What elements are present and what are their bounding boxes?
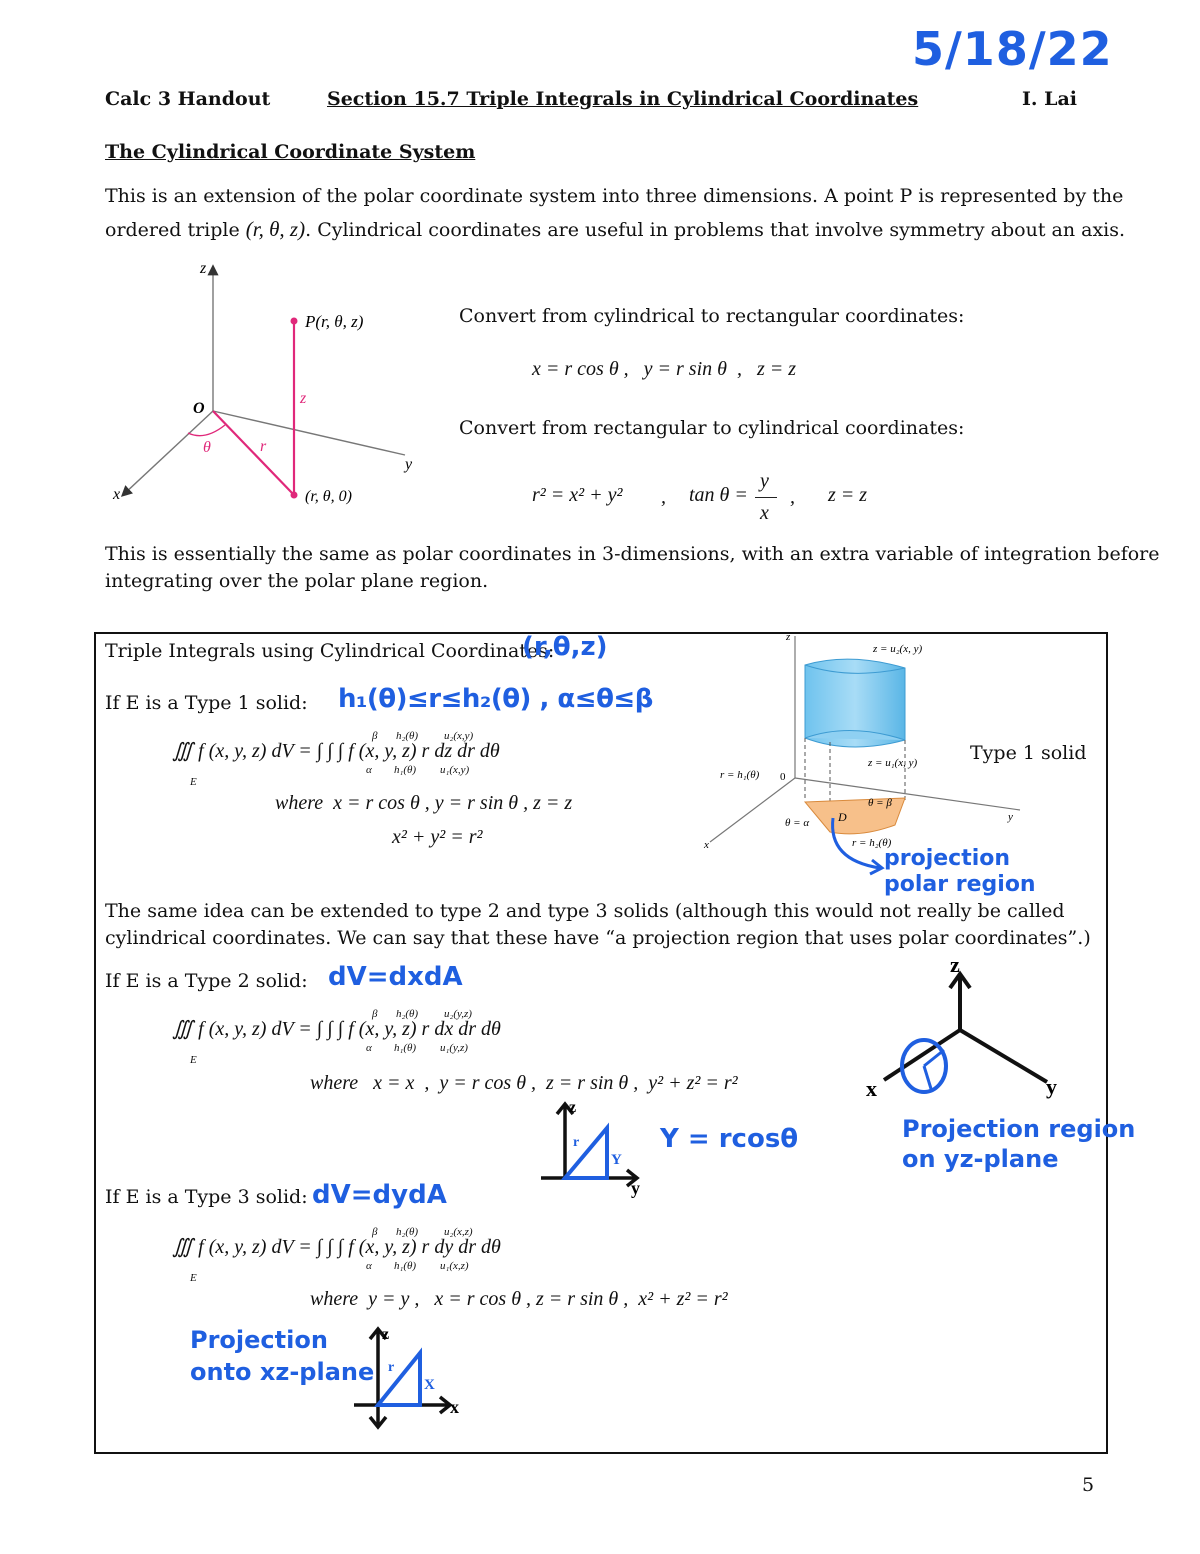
point-foot — [291, 492, 298, 499]
y-axis-label: y — [405, 456, 413, 473]
type1-region-E: E — [190, 776, 197, 788]
theta-arc — [188, 425, 225, 436]
z-equals-z: z = z — [828, 484, 868, 506]
type3-where: where y = y , x = r cos θ , z = r sin θ , x² + z² = r² — [310, 1288, 728, 1310]
type2-label: If E is a Type 2 solid: — [105, 970, 308, 992]
essential-line-1: This is essentially the same as polar coordinates in 3-dimensions, with an extra variable of integration before — [105, 543, 1160, 565]
type2-triangle-sketch — [535, 1100, 655, 1200]
type2-y-label: y — [631, 1178, 640, 1198]
type1-where: where x = r cos θ , y = r sin θ , z = z — [275, 792, 573, 814]
tan-numerator: y — [760, 470, 769, 492]
type2-triangle — [565, 1128, 607, 1178]
type3-r-label: r — [388, 1360, 395, 1375]
intro-line-2 — [105, 216, 1125, 244]
type3-h1: h₁(θ) — [394, 1260, 417, 1272]
handwritten-type1-bounds: h₁(θ)≤r≤h₂(θ) , α≤θ≤β — [338, 684, 653, 714]
z-segment-label: z — [300, 390, 307, 407]
type1-lower: u₁(x,y) — [440, 764, 470, 776]
theta-label: θ — [203, 439, 211, 456]
fig2-u1-label: z = u₁(x, y) — [868, 757, 918, 769]
fig2-beta-label: θ = β — [868, 797, 892, 809]
yz-z-label: z — [950, 952, 960, 977]
r-label: r — [260, 438, 267, 455]
type3-integral: ∭ f (x, y, z) dV = ∫ ∫ ∫ f (x, y, z) r dy dr dθ — [172, 1236, 501, 1258]
type3-X-label: X — [424, 1377, 435, 1393]
comma-2: , — [790, 486, 795, 508]
yz-y-label: y — [1046, 1074, 1057, 1099]
page-number: 5 — [1082, 1474, 1095, 1496]
handwritten-type3-dV: dV=dydA — [312, 1180, 447, 1210]
type2-alpha: α — [366, 1042, 372, 1054]
box-title: Triple Integrals using Cylindrical Coordinates: — [105, 640, 555, 662]
foot-label: (r, θ, 0) — [305, 488, 352, 505]
type2-integral: ∭ f (x, y, z) dV = ∫ ∫ ∫ f (x, y, z) r dx dr dθ — [172, 1018, 501, 1040]
intro-line-1: This is an extension of the polar coordinate system into three dimensions. A point P is represented by the — [105, 185, 1124, 207]
type2-region-E: E — [190, 1054, 197, 1066]
type3-lower: u₁(x,z) — [440, 1260, 469, 1272]
type1-solid-figure — [700, 630, 1030, 855]
type3-z-label: z — [382, 1326, 390, 1343]
tan-lhs: tan θ = — [689, 484, 748, 506]
type1-h1: h₁(θ) — [394, 764, 417, 776]
fig2-D-label: D — [838, 810, 847, 824]
type2-Y-label: Y — [611, 1152, 622, 1168]
type3-beta: β — [372, 1226, 378, 1238]
type3-h2: h₂(θ) — [396, 1226, 419, 1238]
type1-caption: Type 1 solid — [970, 742, 1087, 764]
type3-triangle — [378, 1353, 420, 1405]
handwritten-projection-yz: Projection region on yz-plane — [902, 1115, 1136, 1173]
type3-label: If E is a Type 3 solid: — [105, 1186, 308, 1208]
type3-x-label: x — [450, 1397, 459, 1417]
handwritten-y-eq-rcos: Y = rcosθ — [660, 1124, 799, 1154]
type2-beta: β — [372, 1008, 378, 1020]
r-squared-formula: r² = x² + y² — [532, 484, 623, 506]
header-section: Section 15.7 Triple Integrals in Cylindrical Coordinates — [327, 88, 919, 110]
cyl-to-rect-title: Convert from cylindrical to rectangular coordinates: — [459, 305, 965, 327]
fig2-u2-label: z = u₂(x, y) — [873, 643, 923, 655]
point-p-label: P(r, θ, z) — [305, 312, 364, 331]
type1-h2: h₂(θ) — [396, 730, 419, 742]
type2-r-label: r — [573, 1135, 580, 1150]
type1-upper: u₂(x,y) — [444, 730, 474, 742]
type2-z-label: z — [569, 1099, 577, 1116]
same-idea-line-2: cylindrical coordinates. We can say that these have “a projection region that uses polar coordinates”.) — [105, 927, 1091, 949]
type1-integral: ∭ f (x, y, z) dV = ∫ ∫ ∫ f (x, y, z) r dz dr dθ — [172, 740, 500, 762]
type1-beta: β — [372, 730, 378, 742]
header-author: I. Lai — [1022, 88, 1078, 110]
handwritten-projection-polar: projection polar region — [884, 846, 1036, 897]
type2-h1: h₁(θ) — [394, 1042, 417, 1054]
z-axis-label: z — [200, 260, 207, 277]
type2-lower: u₁(y,z) — [440, 1042, 468, 1054]
same-idea-line-1: The same idea can be extended to type 2 and type 3 solids (although this would not really be called — [105, 900, 1065, 922]
type1-where-2: x² + y² = r² — [392, 826, 483, 848]
cylindrical-point-figure — [105, 255, 413, 515]
header-course: Calc 3 Handout — [105, 88, 271, 110]
ordered-triple: (r, θ, z) — [245, 217, 306, 241]
type2-upper: u₂(y,z) — [444, 1008, 472, 1020]
type3-triangle-sketch — [350, 1325, 475, 1430]
handwritten-projection-xz: Projection onto xz-plane — [190, 1326, 375, 1386]
yz-projection-sketch — [862, 950, 1082, 1100]
fig2-z-label: z — [786, 631, 791, 643]
handwritten-type2-dV: dV=dxdA — [328, 962, 463, 992]
tan-denominator: x — [760, 502, 769, 524]
type2-where: where x = x , y = r cos θ , z = r sin θ , y² + z² = r² — [310, 1072, 738, 1094]
type3-upper: u₂(x,z) — [444, 1226, 473, 1238]
r-segment — [213, 411, 294, 495]
type3-alpha: α — [366, 1260, 372, 1272]
cyl-to-rect-formula: x = r cos θ , y = r sin θ , z = z — [532, 358, 797, 380]
fig2-y-label: y — [1008, 811, 1013, 823]
point-p — [291, 318, 298, 325]
comma-1: , — [661, 486, 666, 508]
x-axis — [123, 411, 213, 495]
intro-text-a: ordered triple — [105, 219, 246, 241]
fig2-h1-label: r = h₁(θ) — [720, 769, 760, 781]
tan-fraction-bar — [755, 497, 777, 498]
type1-alpha: α — [366, 764, 372, 776]
fig2-x-axis — [710, 778, 795, 842]
x-axis-label: x — [113, 486, 121, 503]
type3-region-E: E — [190, 1272, 197, 1284]
handwritten-ordered-triple: (r,θ,z) — [522, 632, 608, 662]
fig2-origin-label: 0 — [780, 771, 786, 783]
type2-h2: h₂(θ) — [396, 1008, 419, 1020]
yz-x-label: x — [866, 1076, 877, 1101]
section-title: The Cylindrical Coordinate System — [105, 141, 476, 163]
y-axis — [213, 411, 405, 455]
rect-to-cyl-title: Convert from rectangular to cylindrical coordinates: — [459, 417, 965, 439]
origin-label: O — [193, 400, 205, 417]
fig2-h2-label: r = h₂(θ) — [852, 837, 892, 849]
type1-label: If E is a Type 1 solid: — [105, 692, 308, 714]
handwritten-date: 5/18/22 — [912, 22, 1113, 76]
essential-line-2: integrating over the polar plane region. — [105, 570, 489, 592]
fig2-alpha-label: θ = α — [785, 817, 810, 829]
intro-text-b: . Cylindrical coordinates are useful in problems that involve symmetry about an axis. — [305, 219, 1126, 241]
fig2-x-label: x — [704, 839, 709, 851]
